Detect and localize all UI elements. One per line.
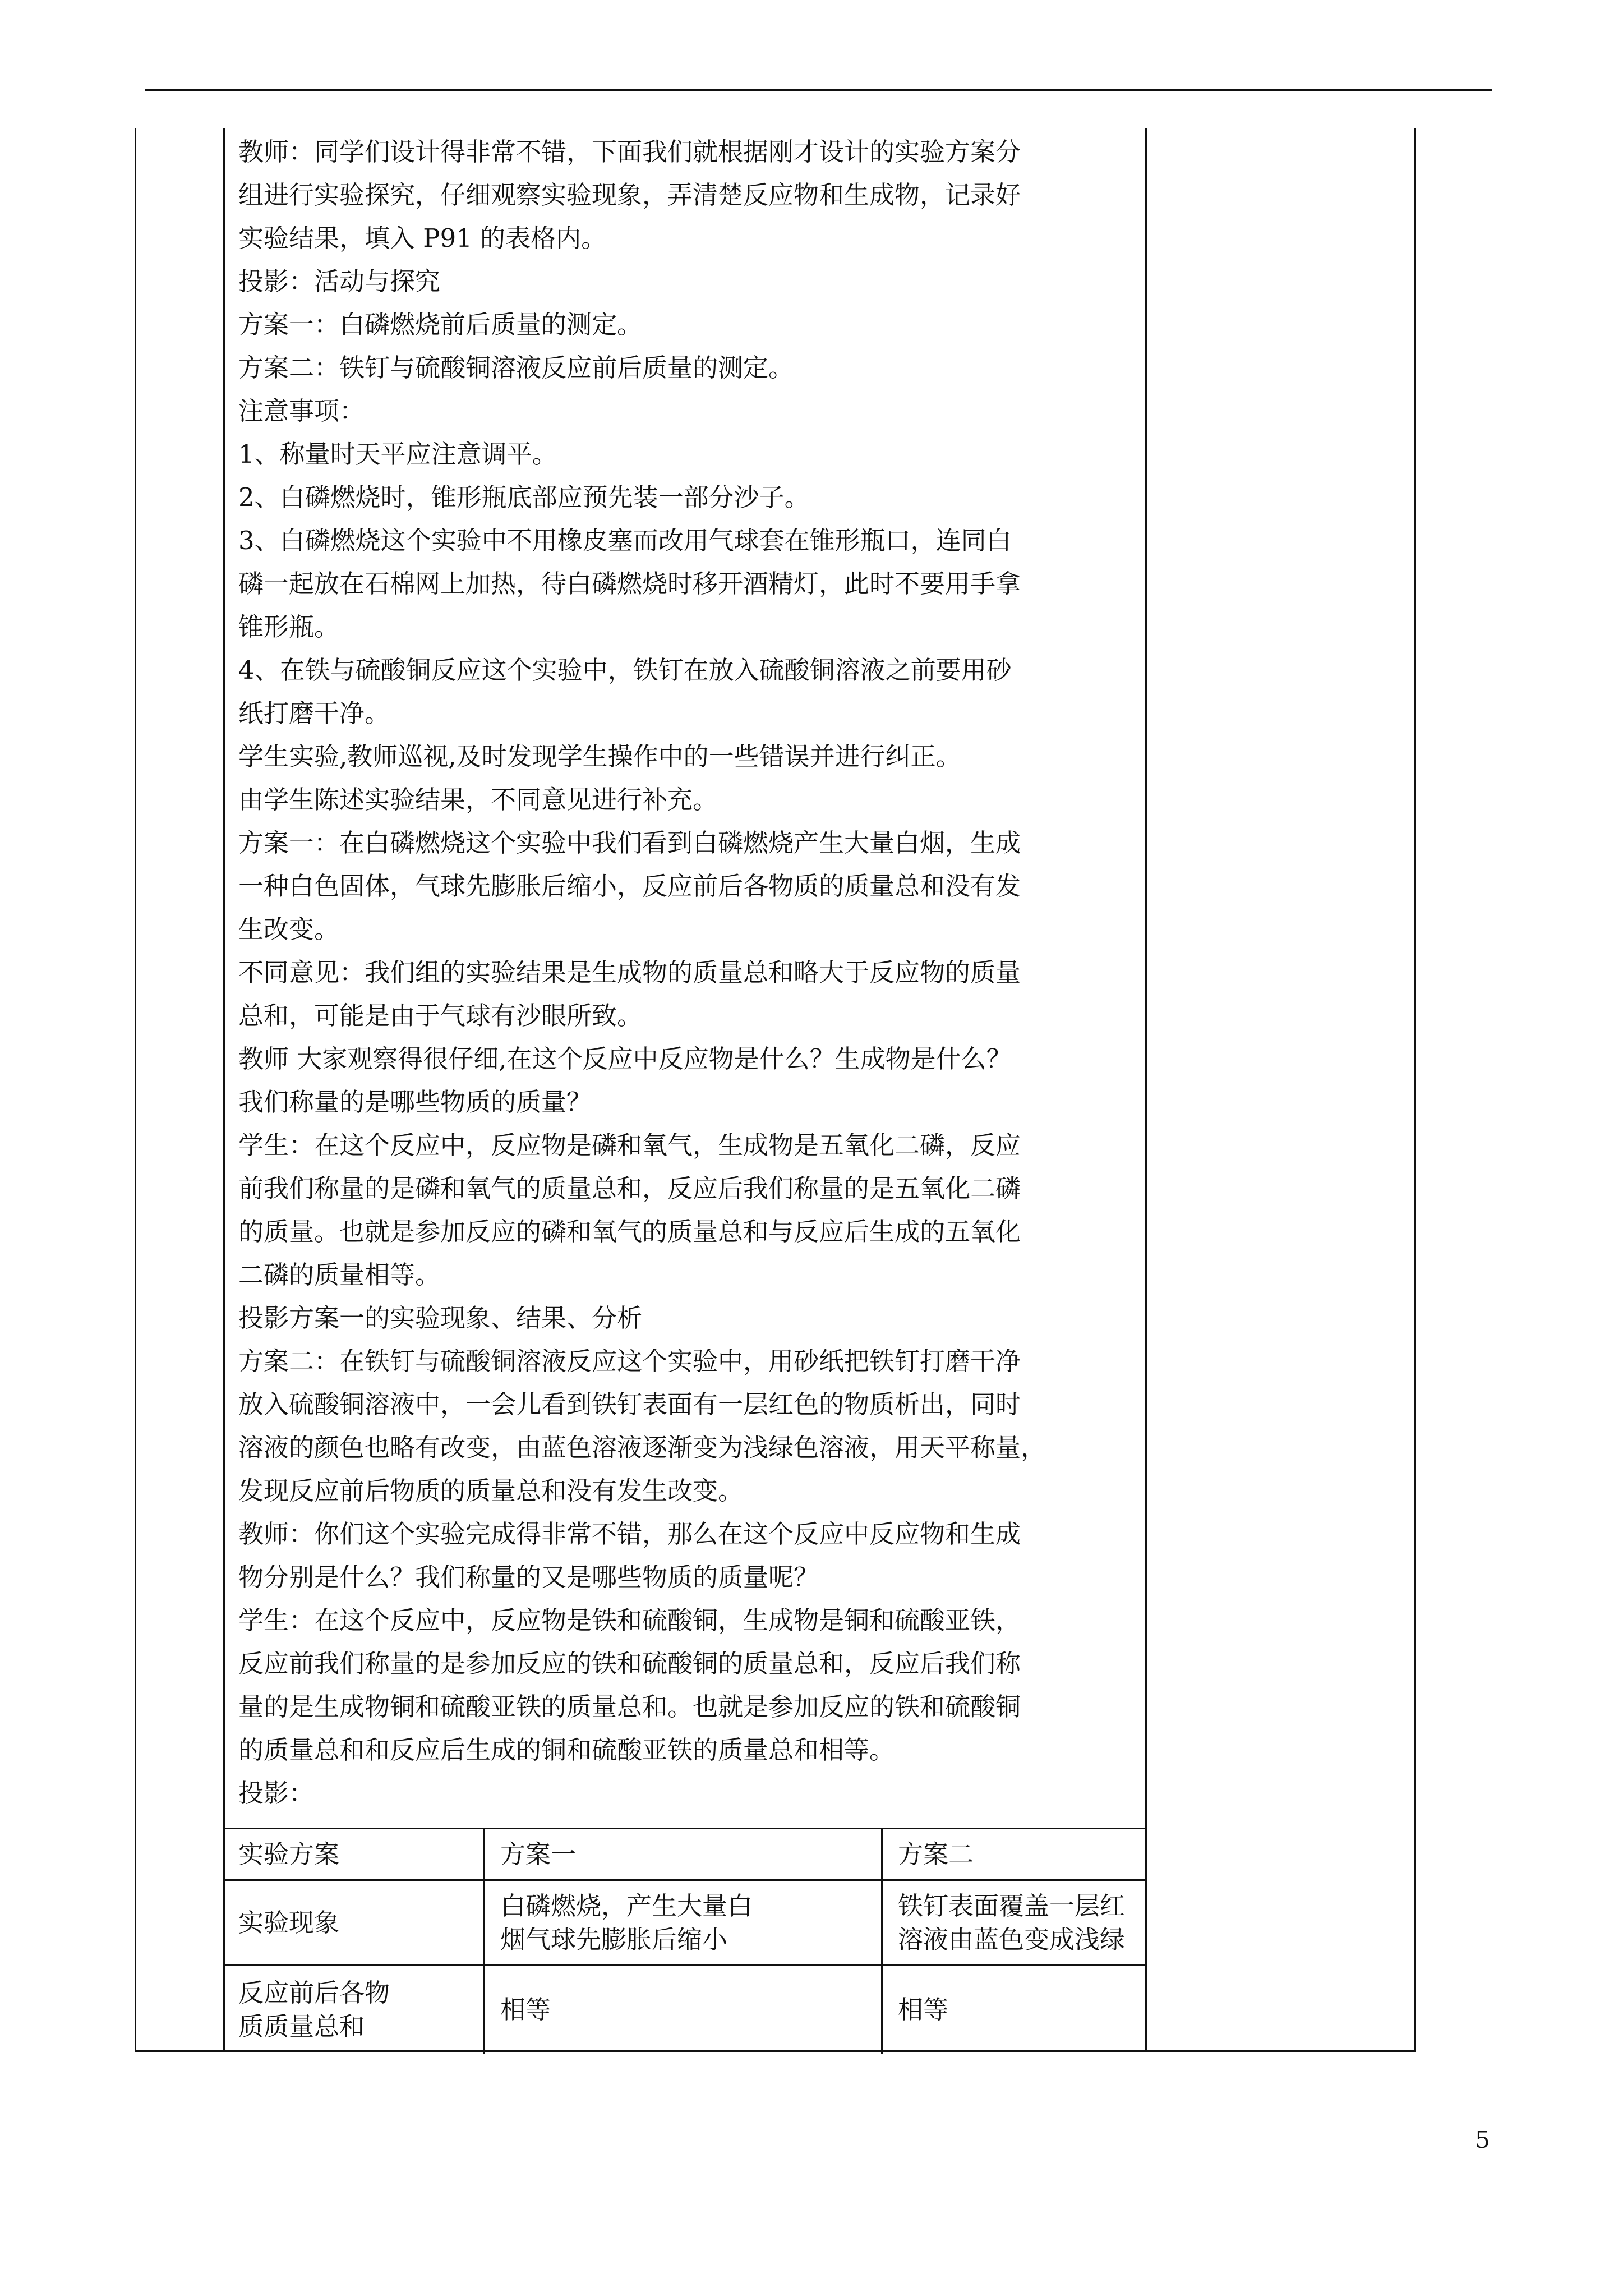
- text-line: 总和，可能是由于气球有沙眼所致。: [238, 1001, 643, 1030]
- text-line: 投影：活动与探究: [238, 266, 441, 296]
- text-line: 教师：你们这个实验完成得非常不错，那么在这个反应中反应物和生成: [238, 1519, 1021, 1549]
- text-line: 溶液的颜色也略有改变，由蓝色溶液逐渐变为浅绿色溶液，用天平称量，: [238, 1433, 1046, 1462]
- col-divider-middle: [1145, 128, 1147, 2052]
- text-line: 放入硫酸铜溶液中，一会儿看到铁钉表面有一层红色的物质析出，同时: [238, 1389, 1021, 1419]
- results-cell: 相等: [881, 1966, 1145, 2054]
- text-line: 实验结果，填入 P91 的表格内。: [238, 223, 607, 253]
- results-table: [223, 1828, 1145, 2052]
- text-line: 1、称量时天平应注意调平。: [238, 439, 557, 469]
- text-line: 方案一：在白磷燃烧这个实验中我们看到白磷燃烧产生大量白烟，生成: [238, 828, 1021, 858]
- text-line: 由学生陈述实验结果，不同意见进行补充。: [238, 785, 718, 815]
- text-line: 量的是生成物铜和硫酸亚铁的质量总和。也就是参加反应的铁和硫酸铜: [238, 1692, 1021, 1722]
- text-line: 学生实验,教师巡视,及时发现学生操作中的一些错误并进行纠正。: [238, 742, 961, 771]
- text-line: 教师：同学们设计得非常不错，下面我们就根据刚才设计的实验方案分: [238, 137, 1021, 167]
- text-line: 的质量总和和反应后生成的铜和硫酸亚铁的质量总和相等。: [238, 1735, 895, 1765]
- results-cell: 铁钉表面覆盖一层红 溶液由蓝色变成浅绿: [881, 1881, 1145, 1964]
- results-cell: 白磷燃烧，产生大量白 烟气球先膨胀后缩小: [483, 1881, 881, 1964]
- text-line: 锥形瓶。: [238, 612, 340, 642]
- text-line: 方案一：白磷燃烧前后质量的测定。: [238, 310, 643, 339]
- results-header-cell: 实验方案: [238, 1839, 340, 1869]
- text-line: 磷一起放在石棉网上加热，待白磷燃烧时移开酒精灯，此时不要用手拿: [238, 569, 1021, 599]
- text-line: 一种白色固体，气球先膨胀后缩小，反应前后各物质的质量总和没有发: [238, 871, 1021, 901]
- text-line: 学生：在这个反应中，反应物是铁和硫酸铜，生成物是铜和硫酸亚铁，: [238, 1605, 1021, 1635]
- results-header-cell: 方案一: [483, 1829, 881, 1879]
- text-line: 教师 大家观察得很仔细,在这个反应中反应物是什么？生成物是什么？: [238, 1044, 1012, 1074]
- text-line: 方案二：在铁钉与硫酸铜溶液反应这个实验中，用砂纸把铁钉打磨干净: [238, 1346, 1021, 1376]
- lesson-body: [238, 130, 1136, 1815]
- text-line: 前我们称量的是磷和氧气的质量总和，反应后我们称量的是五氧化二磷: [238, 1174, 1021, 1203]
- results-header-cell: 方案二: [881, 1829, 1145, 1879]
- text-line: 投影方案一的实验现象、结果、分析: [238, 1303, 643, 1333]
- header-rule: [145, 89, 1492, 91]
- results-phenomenon-row: [223, 1881, 1145, 1966]
- text-line: 反应前我们称量的是参加反应的铁和硫酸铜的质量总和，反应后我们称: [238, 1649, 1021, 1678]
- text-line: 纸打磨干净。: [238, 698, 390, 728]
- text-line: 二磷的质量相等。: [238, 1260, 441, 1290]
- results-cell: 相等: [483, 1966, 881, 2054]
- text-line: 3、白磷燃烧这个实验中不用橡皮塞而改用气球套在锥形瓶口，连同白: [238, 526, 1012, 555]
- results-header-row: [223, 1829, 1145, 1881]
- results-cell: 实验现象: [238, 1907, 340, 1938]
- page-number: 5: [1475, 2126, 1490, 2154]
- text-line: 2、白磷燃烧时，锥形瓶底部应预先装一部分沙子。: [238, 482, 810, 512]
- text-line: 不同意见：我们组的实验结果是生成物的质量总和略大于反应物的质量: [238, 958, 1021, 987]
- text-line: 方案二：铁钉与硫酸铜溶液反应前后质量的测定。: [238, 353, 794, 383]
- text-line: 投影：: [238, 1778, 315, 1808]
- text-line: 我们称量的是哪些物质的质量？: [238, 1087, 592, 1117]
- col-divider-right: [1414, 128, 1416, 2052]
- col-divider-left: [223, 128, 225, 2052]
- text-line: 物分别是什么？我们称量的又是哪些物质的质量呢？: [238, 1562, 819, 1592]
- results-mass-row: [223, 1966, 1145, 2054]
- text-line: 学生：在这个反应中，反应物是磷和氧气，生成物是五氧化二磷，反应: [238, 1130, 1021, 1160]
- text-line: 发现反应前后物质的质量总和没有发生改变。: [238, 1476, 744, 1506]
- results-cell: 反应前后各物 质质量总和: [238, 1978, 390, 2041]
- text-line: 的质量。也就是参加反应的磷和氧气的质量总和与反应后生成的五氧化: [238, 1217, 1021, 1246]
- text-line: 生改变。: [238, 914, 340, 944]
- text-line: 注意事项：: [238, 396, 365, 426]
- text-line: 组进行实验探究，仔细观察实验现象，弄清楚反应物和生成物，记录好: [238, 180, 1021, 210]
- text-line: 4、在铁与硫酸铜反应这个实验中，铁钉在放入硫酸铜溶液之前要用砂: [238, 655, 1012, 685]
